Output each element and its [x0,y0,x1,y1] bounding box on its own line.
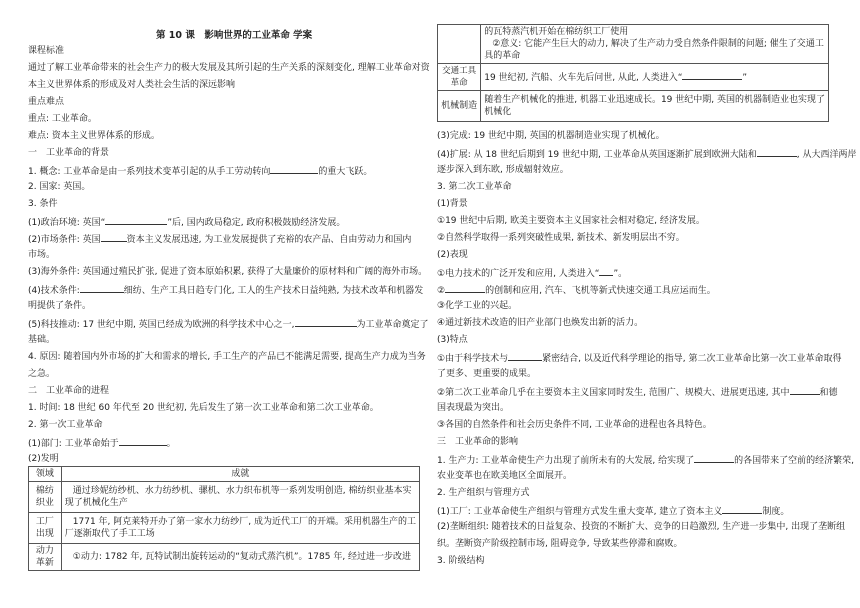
text-segment: 制度。 [762,507,790,517]
text-line [437,454,854,467]
table-cell [481,25,829,64]
table-cell-label [438,25,481,64]
text-segment: ”后, 国内政局稳定, 政府积极鼓励经济发展。 [167,218,346,228]
text-line: ①19 世纪中后期, 欧美主要资本主义国家社会相对稳定, 经济发展。 [437,216,705,226]
text-segment: , 从大西洋两岸 [796,150,857,160]
text-line: ③化学工业的兴起。 [437,301,518,311]
text-segment: 的重大飞跃。 [318,167,373,177]
text-line: 明提供了条件。 [28,301,92,311]
text-segment: (1)政治环境: 英国“ [28,218,106,228]
cell-line: 机械化 [484,107,512,117]
text-line [28,437,176,450]
cell-line: 随着生产机械化的推进, 机器工业迅速成长。19 世纪中期, 英国的机器制造业也实现了 [484,95,825,105]
text-line: ②自然科学取得一系列突破性成果, 新技术、新发明层出不穷。 [437,233,685,243]
text-segment: 紧密结合, 以及近代科学理论的指导, 第二次工业革命比第一次工业革命取得 [542,354,842,364]
fill-blank[interactable] [757,148,797,157]
text-line: ③各国的自然条件和社会历史条件不同, 工业革命的进程也各具特色。 [437,420,712,430]
text-line: 国表现最为突出。 [437,403,510,413]
cell-line [484,71,825,84]
text-segment: 细纺、生产工具日趋专门化, 工人的生产技术日益纯熟, 为技术改革和机器发 [123,286,424,296]
text-line: (3)特点 [437,335,468,345]
fill-blank[interactable] [80,284,124,293]
table-cell [61,544,419,571]
text-line: 本主义世界体系的形成及对人类社会生活的深远影响 [28,80,236,90]
text-line [28,284,423,297]
table-row [438,25,829,64]
text-line: 农业变革也在欧美地区全面展开。 [437,471,573,481]
text-segment: ①电力技术的广泛开发和应用, 人类进入“ [437,269,600,279]
text-line: 难点: 资本主义世界体系的形成。 [28,131,160,141]
table-cell [61,513,419,544]
text-line: 3. 阶级结构 [437,556,485,566]
table-row [438,91,829,122]
table-cell-label: 棉纺织业 [29,482,62,513]
fill-blank[interactable] [295,318,357,327]
cell-line: 的瓦特蒸汽机开始在棉纺织工厂使用 [484,27,629,37]
text-segment: (2)市场条件: 英国 [28,235,101,245]
table-row [29,513,420,544]
text-segment: 资本主义发展迅速, 为工业发展提供了充裕的农产品、自由劳动力和国内 [126,235,412,245]
text-line: 3. 条件 [28,199,58,209]
cell-line: 厂逐渐取代了手工工场 [64,529,155,539]
section-heading: 三 工业革命的影响 [437,437,519,447]
text-line: (2)发明 [28,454,59,464]
fill-blank[interactable] [508,352,542,361]
text-line [437,148,856,161]
text-segment: (4)技术条件: [28,286,80,296]
text-segment: ” [742,72,748,83]
text-line [28,165,372,178]
inventions-table [28,466,420,571]
fill-blank[interactable] [101,233,127,242]
table-cell [481,91,829,122]
text-line: 2. 第一次工业革命 [28,420,103,430]
fill-blank[interactable] [790,386,820,395]
fill-blank[interactable] [445,284,485,293]
text-line: (2)表现 [437,250,468,260]
text-line: (3)海外条件: 英国通过殖民扩张, 促进了资本原始积累, 获得了大量廉价的原材料和广阔的海外市场。 [28,267,428,277]
text-line [437,352,842,365]
text-line: 之急。 [28,369,56,379]
text-line: 1. 时间: 18 世纪 60 年代至 20 世纪初, 先后发生了第一次工业革命和第二次工业革命。 [28,403,379,413]
text-line [28,216,345,229]
table-cell-label: 工厂出现 [29,513,62,544]
fill-blank[interactable] [682,71,742,80]
text-line [28,318,429,331]
text-segment: ② [437,286,446,296]
table-cell-label: 动力革新 [29,544,62,571]
lesson-title: 第 10 课 影响世界的工业革命 学案 [156,30,313,41]
fill-blank[interactable] [694,454,734,463]
table-row [29,482,420,513]
table-cell-label: 机械制造 [438,91,481,122]
text-line: 通过了解工业革命带来的社会生产力的极大发展及其所引起的生产关系的深刻变化, 理解工业革命对资 [28,63,430,73]
text-line: ④通过新技术改造的旧产业部门也焕发出新的活力。 [437,318,644,328]
cell-line: 1771 年, 阿克莱特开办了第一家水力纺纱厂, 成为近代工厂的开端。采用机器生产的工 [72,517,416,527]
text-segment: ②第二次工业革命几乎在主要资本主义国家同时发生, 范围广、规模大、进展更迅速, 其中 [437,388,790,398]
text-line: 织。垄断资产阶级控制市场, 阻碍竞争, 导致某些停滞和腐败。 [437,539,683,549]
table-cell-label: 交通工具革命 [438,64,481,91]
fill-blank[interactable] [119,437,167,446]
text-segment: 1. 生产力: 工业革命使生产力出现了前所未有的大发展, 给实现了 [437,456,695,466]
text-line: 了更多、更重要的成果。 [437,369,537,379]
fill-blank[interactable] [270,165,318,174]
text-line: 2. 国家: 英国。 [28,182,91,192]
table-row [29,544,420,571]
text-line: 市场。 [28,250,56,260]
text-line: 逐步深入到东欧, 形成辐射效应。 [437,165,569,175]
table-cell [481,64,829,91]
text-segment: (4)扩展: 从 18 世纪后期到 19 世纪中期, 工业革命从英国逐渐扩展到欧洲大陆和 [437,150,757,160]
text-segment: (5)科技推动: 17 世纪中期, 英国已经成为欧洲的科学技术中心之一, [28,320,295,330]
text-segment: 1. 概念: 工业革命是由一系列技术变革引起的从手工劳动转向 [28,167,271,177]
text-line: (1)背景 [437,199,468,209]
text-line: (3)完成: 19 世纪中期, 英国的机器制造业实现了机械化。 [437,131,665,141]
cell-line: 具的革命 [484,51,521,61]
text-segment: 19 世纪初, 汽船、火车先后问世, 从此, 人类进入“ [484,72,683,83]
text-segment: ”。 [613,269,628,279]
text-segment: 的创制和应用, 汽车、飞机等新式快速交通工具应运而生。 [485,286,716,296]
fill-blank[interactable] [722,505,762,514]
cell-line: 现了机械化生产 [64,498,128,508]
text-line [437,284,716,297]
text-line: 4. 原因: 随着国内外市场的扩大和需求的增长, 手工生产的产品已不能满足需要, 提高生产力成为当务 [28,352,426,362]
cell-line: ①动力: 1782 年, 瓦特试制出旋转运动的“复动式蒸汽机”。1785 年, 经过进一步改进 [72,552,412,562]
text-line: 重点难点 [28,97,65,107]
text-segment: (1)部门: 工业革命始于 [28,439,119,449]
table-row [438,64,829,91]
text-line: 重点: 工业革命。 [28,114,97,124]
table-header: 成就 [61,467,419,482]
text-segment: ①由于科学技术与 [437,354,509,364]
text-segment: 。 [166,439,176,449]
section-heading: 一 工业革命的背景 [28,148,110,158]
section-heading: 二 工业革命的进程 [28,386,110,396]
text-line [28,233,411,246]
text-segment: 的各国带来了空前的经济繁荣, [734,456,854,466]
text-line: 3. 第二次工业革命 [437,182,512,192]
cell-line: ②意义: 它能产生巨大的动力, 解决了生产动力受自然条件限制的问题; 催生了交通工 [492,39,824,49]
fill-blank[interactable] [105,216,167,225]
text-line [437,386,838,399]
text-segment: 和德 [819,388,838,398]
text-line: 2. 生产组织与管理方式 [437,488,530,498]
text-segment: 为工业革命奠定了 [356,320,429,330]
text-segment: (1)工厂: 工业革命使生产组织与管理方式发生重大变革, 建立了资本主义 [437,507,723,517]
inventions-table-continued [437,24,829,122]
table-cell [61,482,419,513]
table-header-row [29,467,420,482]
text-line: 课程标准 [28,46,65,56]
cell-line: 通过珍妮纺纱机、水力纺纱机、骡机、水力织布机等一系列发明创造, 棉纺织业基本实 [72,486,412,496]
text-line: (2)垄断组织: 随着技术的日益复杂、投资的不断扩大、竞争的日趋激烈, 生产进一步集中, 出现了垄断组 [437,522,846,532]
table-header: 领域 [29,467,62,482]
text-line: 基础。 [28,335,56,345]
text-line [437,505,789,518]
text-line [437,267,627,280]
fill-blank[interactable] [599,267,613,276]
